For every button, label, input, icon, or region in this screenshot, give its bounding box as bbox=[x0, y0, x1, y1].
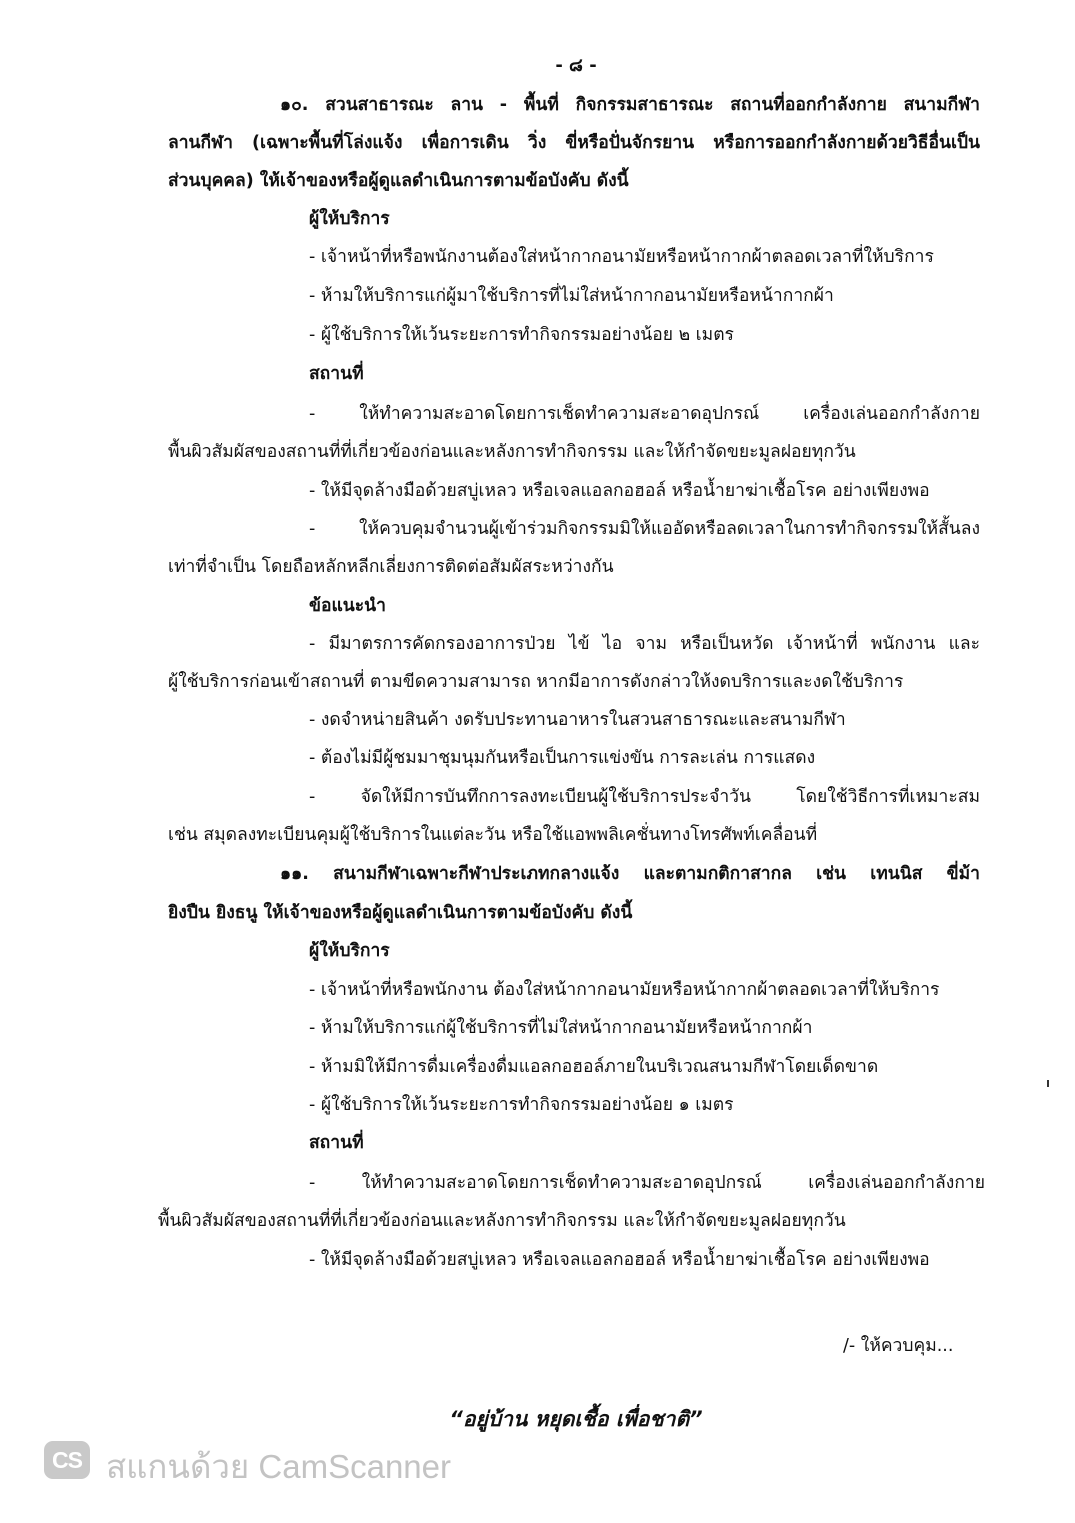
section10-place-heading: สถานที่ bbox=[309, 364, 364, 384]
section10-heading-line-3: ส่วนบุคคล) ให้เจ้าของหรือผู้ดูแลดำเนินการตามข้อบังคับ ดังนี้ bbox=[168, 171, 629, 191]
section10-provider-item: - ห้ามให้บริการแก่ผู้มาใช้บริการที่ไม่ใส่หน้ากากอนามัยหรือหน้ากากผ้า bbox=[309, 286, 834, 306]
section11-heading-line-1: ๑๑. สนามกีฬาเฉพาะกีฬาประเภทกลางแจ้ง และตามกติกาสากล เช่น เทนนิส ขี่ม้า bbox=[280, 864, 980, 884]
section11-provider-item: - ห้ามให้บริการแก่ผู้ใช้บริการที่ไม่ใส่หน้ากากอนามัยหรือหน้ากากผ้า bbox=[309, 1018, 813, 1038]
section10-advice-heading: ข้อแนะนำ bbox=[309, 596, 386, 616]
section10-heading-line-1: ๑๐. สวนสาธารณะ ลาน - พื้นที่ กิจกรรมสาธารณะ สถานที่ออกกำลังกาย สนามกีฬา bbox=[280, 95, 980, 115]
page-number: - ๘ - bbox=[555, 55, 597, 76]
section10-advice-line: - ต้องไม่มีผู้ชมมาชุมนุมกันหรือเป็นการแข่งขัน การละเล่น การแสดง bbox=[309, 748, 816, 768]
section11-provider-item: - ห้ามมิให้มีการดื่มเครื่องดื่มแอลกอฮอล์ภายในบริเวณสนามกีฬาโดยเด็ดขาด bbox=[309, 1057, 879, 1077]
section10-heading-line-2: ลานกีฬา (เฉพาะพื้นที่โล่งแจ้ง เพื่อการเดิน วิ่ง ขี่หรือปั่นจักรยาน หรือการออกกำลังกายด้วยวิธีอื่นเป็น bbox=[168, 133, 980, 153]
scan-speck bbox=[1047, 1080, 1049, 1087]
section10-advice-line: - มีมาตรการคัดกรองอาการป่วย ไข้ ไอ จาม หรือเป็นหวัด เจ้าหน้าที่ พนักงาน และ bbox=[309, 634, 980, 654]
camscanner-logo-icon: CS bbox=[44, 1441, 90, 1479]
section10-place-line: พื้นผิวสัมผัสของสถานที่ที่เกี่ยวข้องก่อนและหลังการทำกิจกรรม และให้กำจัดขยะมูลฝอยทุกวัน bbox=[168, 442, 856, 462]
continuation-note: /- ให้ควบคุม... bbox=[843, 1336, 954, 1356]
section11-provider-item: - เจ้าหน้าที่หรือพนักงาน ต้องใส่หน้ากากอนามัยหรือหน้ากากผ้าตลอดเวลาที่ให้บริการ bbox=[309, 980, 940, 1000]
section11-place-line: - ให้ทำความสะอาดโดยการเช็ดทำความสะอาดอุปกรณ์ เครื่องเล่นออกกำลังกาย bbox=[309, 1173, 985, 1193]
section10-advice-line: เช่น สมุดลงทะเบียนคุมผู้ใช้บริการในแต่ละวัน หรือใช้แอพพลิเคชั่นทางโทรศัพท์เคลื่อนที่ bbox=[168, 825, 818, 845]
section10-place-line: - ให้ควบคุมจำนวนผู้เข้าร่วมกิจกรรมมิให้แออัดหรือลดเวลาในการทำกิจกรรมให้สั้นลง bbox=[309, 519, 980, 539]
section10-advice-line: ผู้ใช้บริการก่อนเข้าสถานที่ ตามขีดความสามารถ หากมีอาการดังกล่าวให้งดบริการและงดใช้บริการ bbox=[168, 672, 904, 692]
section10-provider-item: - ผู้ใช้บริการให้เว้นระยะการทำกิจกรรมอย่างน้อย ๒ เมตร bbox=[309, 325, 734, 345]
section11-provider-heading: ผู้ให้บริการ bbox=[309, 941, 390, 961]
section11-place-heading: สถานที่ bbox=[309, 1133, 364, 1153]
section11-place-line: - ให้มีจุดล้างมือด้วยสบู่เหลว หรือเจลแอลกอฮอล์ หรือน้ำยาฆ่าเชื้อโรค อย่างเพียงพอ bbox=[309, 1250, 930, 1270]
section11-heading-line-2: ยิงปืน ยิงธนู ให้เจ้าของหรือผู้ดูแลดำเนินการตามข้อบังคับ ดังนี้ bbox=[168, 903, 633, 923]
section11-provider-item: - ผู้ใช้บริการให้เว้นระยะการทำกิจกรรมอย่างน้อย ๑ เมตร bbox=[309, 1095, 734, 1115]
section10-advice-line: - จัดให้มีการบันทึกการลงทะเบียนผู้ใช้บริการประจำวัน โดยใช้วิธีการที่เหมาะสม bbox=[309, 787, 980, 807]
section10-provider-heading: ผู้ให้บริการ bbox=[309, 209, 390, 229]
section11-place-line: พื้นผิวสัมผัสของสถานที่ที่เกี่ยวข้องก่อนและหลังการทำกิจกรรม และให้กำจัดขยะมูลฝอยทุกวัน bbox=[158, 1211, 846, 1231]
slogan: “อยู่บ้าน หยุดเชื้อ เพื่อชาติ” bbox=[449, 1407, 703, 1431]
section10-provider-item: - เจ้าหน้าที่หรือพนักงานต้องใส่หน้ากากอนามัยหรือหน้ากากผ้าตลอดเวลาที่ให้บริการ bbox=[309, 247, 934, 267]
section10-place-line: - ให้มีจุดล้างมือด้วยสบู่เหลว หรือเจลแอลกอฮอล์ หรือน้ำยาฆ่าเชื้อโรค อย่างเพียงพอ bbox=[309, 481, 930, 501]
section10-place-line: เท่าที่จำเป็น โดยถือหลักหลีกเลี่ยงการติดต่อสัมผัสระหว่างกัน bbox=[168, 557, 614, 577]
camscanner-watermark: สแกนด้วย CamScanner bbox=[106, 1448, 452, 1485]
section10-place-line: - ให้ทำความสะอาดโดยการเช็ดทำความสะอาดอุปกรณ์ เครื่องเล่นออกกำลังกาย bbox=[309, 404, 980, 424]
section10-advice-line: - งดจำหน่ายสินค้า งดรับประทานอาหารในสวนสาธารณะและสนามกีฬา bbox=[309, 710, 846, 730]
